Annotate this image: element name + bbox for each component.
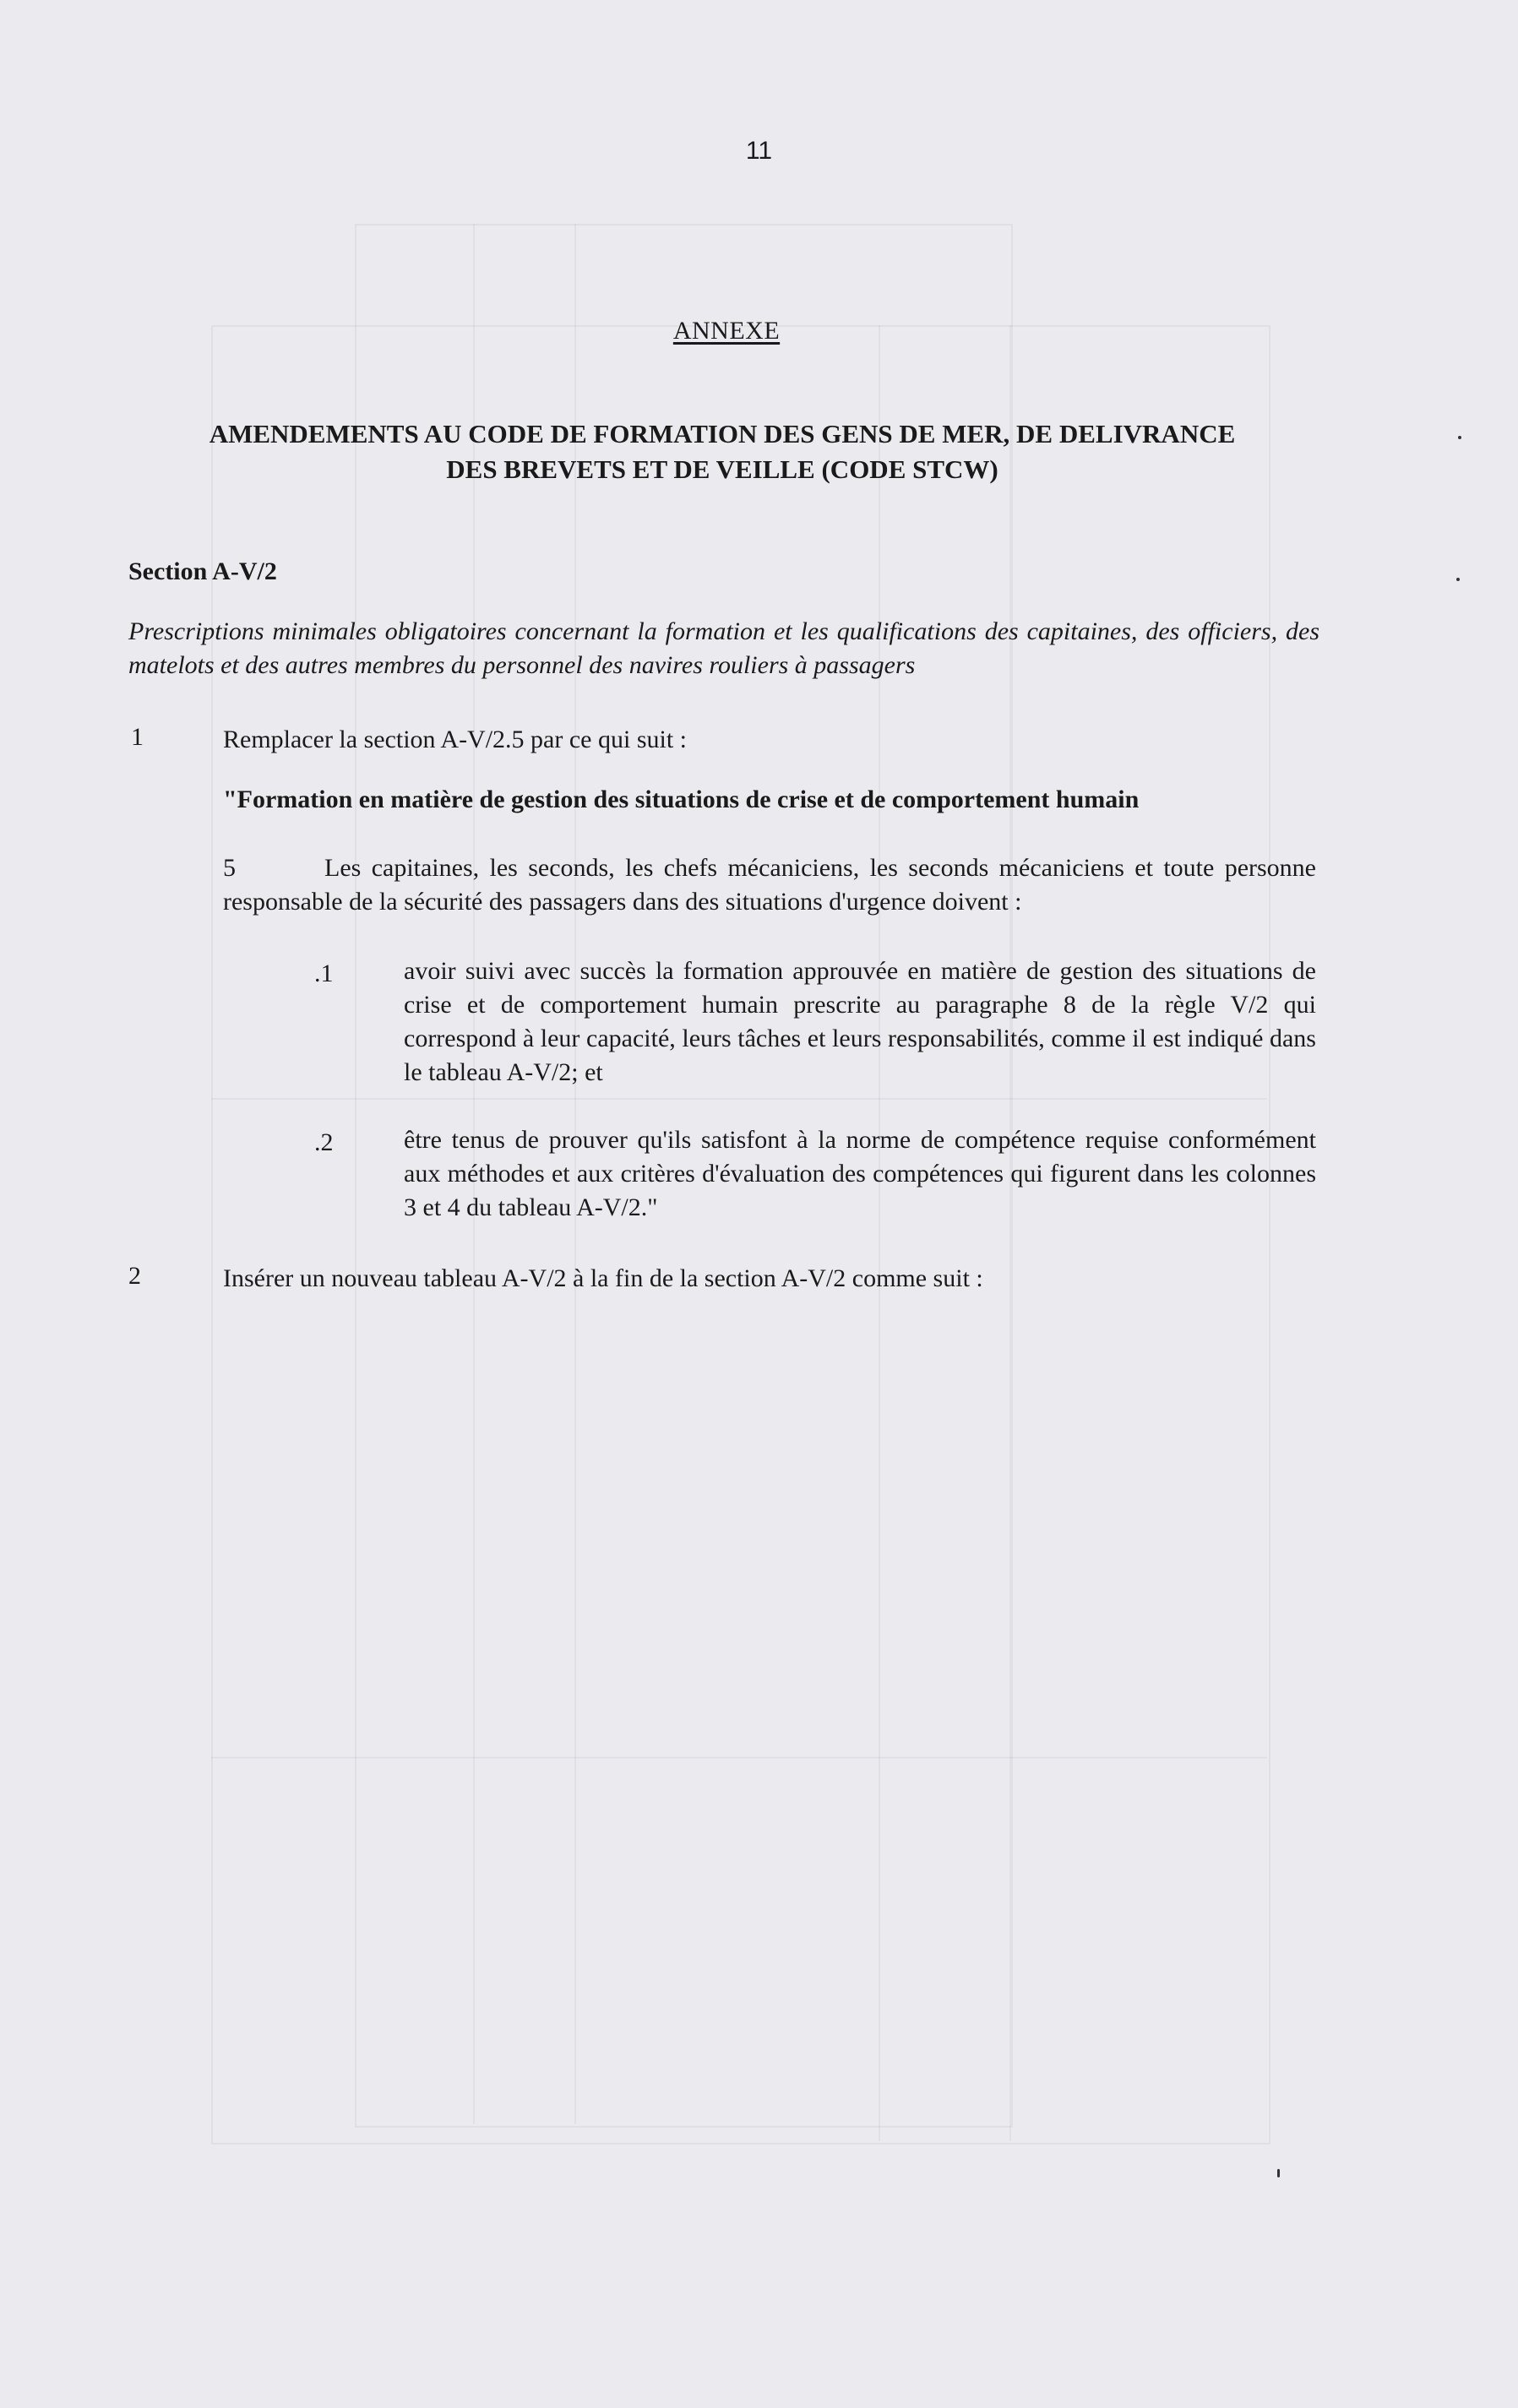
section-heading: Section A-V/2 [128, 557, 277, 585]
main-title-line-2: DES BREVETS ET DE VEILLE (CODE STCW) [446, 454, 998, 484]
bleed-through-line [1009, 325, 1011, 2141]
bleed-through-line [211, 1757, 1267, 1758]
page-number: 11 [745, 137, 773, 165]
quoted-section-title: "Formation en matière de gestion des situations de crise et de comportement humain [223, 785, 1140, 813]
subitem-2-text: être tenus de prouver qu'ils satisfont à la norme de compétence requise conformément aux méthodes et aux critères d'évaluation des compétences qui figurent dans les colonnes 3 et 4 du tableau A-V/2." [404, 1126, 1316, 1221]
item-2-number: 2 [128, 1262, 141, 1290]
section-subtitle: Prescriptions minimales obligatoires concernant la formation et les qualifications des capitaines, des officiers, des matelots et des autres membres du personnel des navires rouliers à passagers [128, 617, 1319, 679]
annex-title: ANNEXE [672, 317, 781, 345]
item-1-number: 1 [131, 723, 144, 751]
item-1-text: Remplacer la section A-V/2.5 par ce qui suit : [223, 726, 688, 753]
main-title [127, 416, 1318, 487]
subitem-1-number: .1 [314, 959, 334, 987]
subitem-2-number: .2 [314, 1128, 334, 1156]
scan-speck [1277, 2169, 1280, 2177]
bleed-through-line [879, 325, 880, 2141]
scan-speck [1456, 578, 1460, 581]
paragraph-5-text: Les capitaines, les seconds, les chefs mécaniciens, les seconds mécaniciens et toute personne responsable de la sécurité des passagers dans des situations d'urgence doivent : [223, 854, 1316, 916]
paragraph-5-number: 5 [223, 854, 236, 882]
paragraph-5 [223, 851, 1316, 919]
scan-speck [1458, 436, 1461, 439]
main-title-line-1: AMENDEMENTS AU CODE DE FORMATION DES GENS DE MER, DE DELIVRANCE [209, 419, 1236, 448]
bleed-through-line [211, 1098, 1267, 1100]
item-2-text: Insérer un nouveau tableau A-V/2 à la fin de la section A-V/2 comme suit : [223, 1264, 983, 1292]
subitem-1-text: avoir suivi avec succès la formation approuvée en matière de gestion des situations de crise et de comportement humain prescrite au paragraphe 8 de la règle V/2 qui correspond à leur capacité, leurs tâches et leurs responsabilités, comme il est indiqué dans le tableau A-V/2; et [404, 957, 1316, 1086]
